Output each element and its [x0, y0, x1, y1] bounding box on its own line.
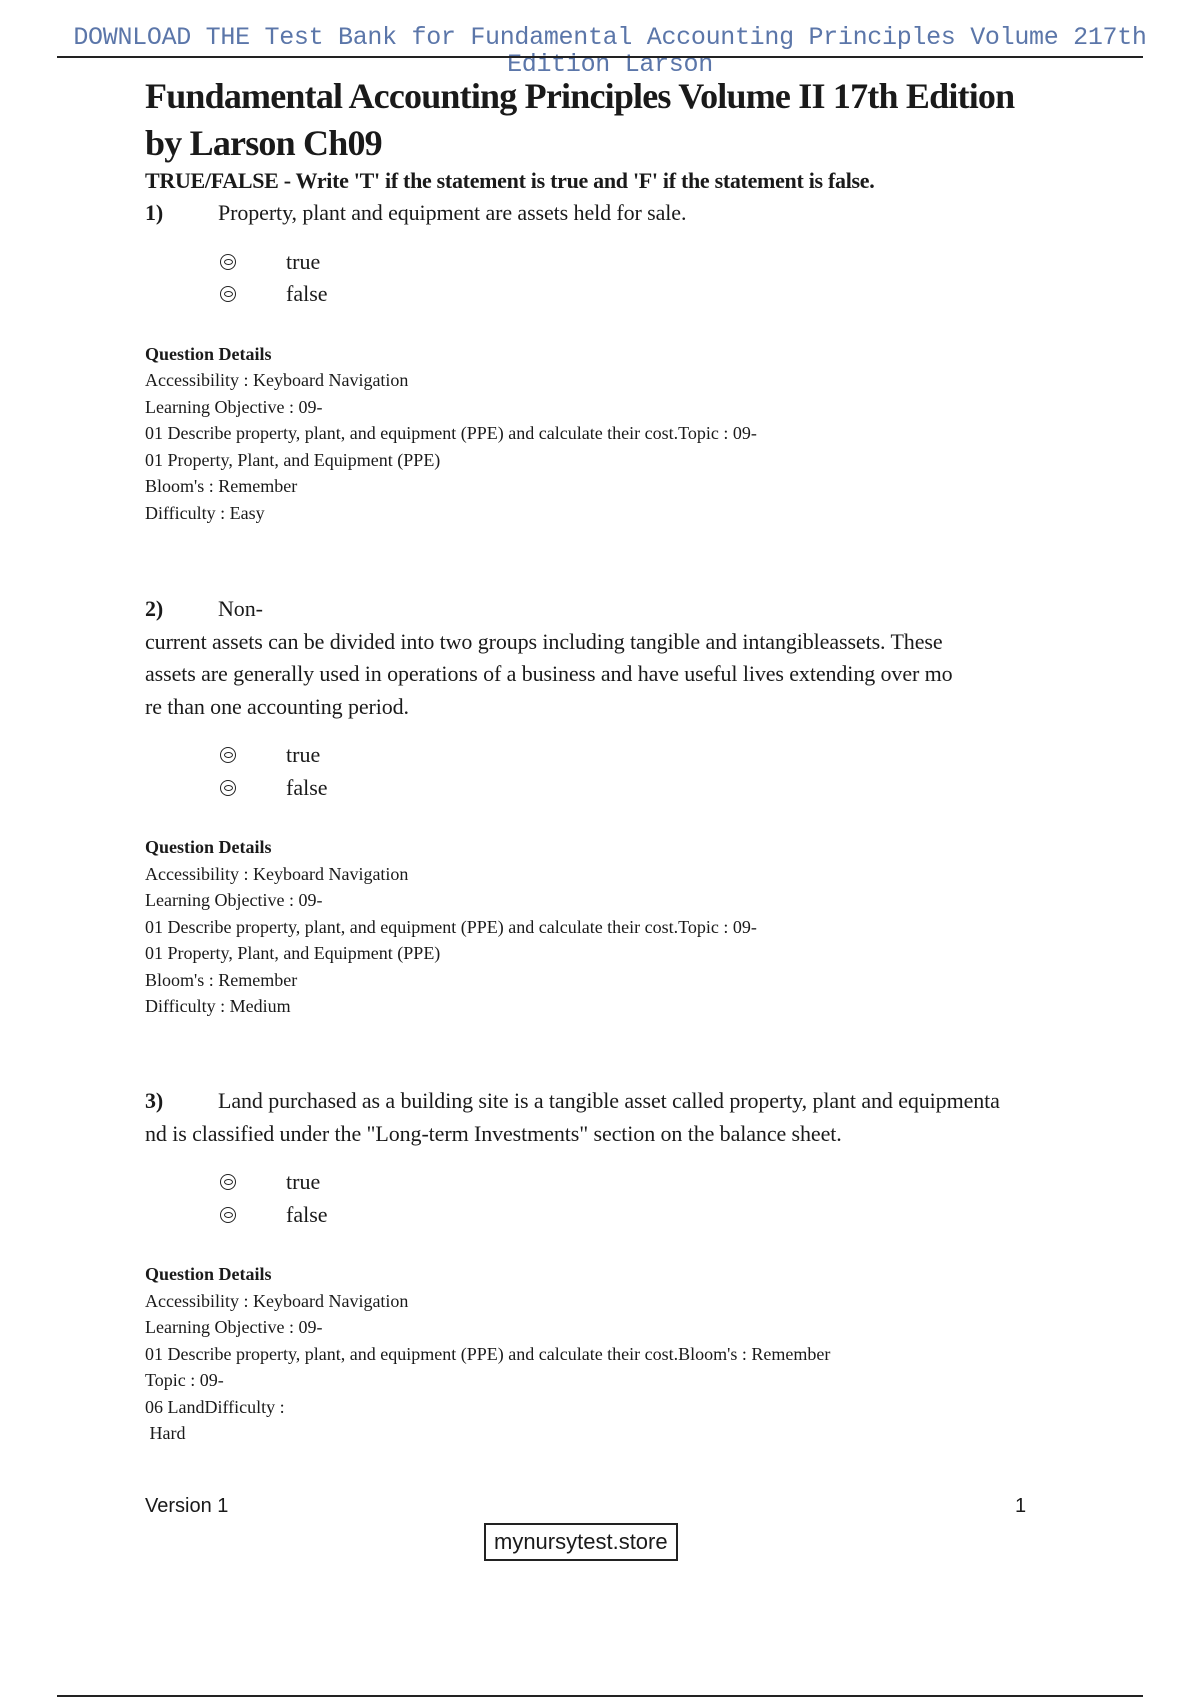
details-title: Question Details	[145, 837, 272, 857]
detail-line: Learning Objective : 09-	[145, 396, 323, 417]
question-text	[145, 593, 1085, 723]
option-false[interactable]	[220, 772, 1085, 805]
option-label: true	[286, 248, 321, 274]
option-false[interactable]	[220, 1199, 1085, 1232]
detail-line: Learning Objective : 09-	[145, 1317, 323, 1337]
option-true[interactable]	[220, 246, 1085, 279]
radio-icon[interactable]	[220, 1207, 236, 1223]
detail-line: 01 Describe property, plant, and equipment (PPE) and calculate their cost.Topic : 09-	[145, 916, 757, 937]
question-number: 2)	[145, 596, 164, 621]
title-line-2: by Larson Ch09	[145, 123, 382, 163]
site-watermark-link[interactable]: mynursytest.store	[484, 1523, 678, 1561]
download-banner[interactable]: DOWNLOAD THE Test Bank for Fundamental Accounting Principles Volume 217th Edition Larson	[73, 23, 1147, 79]
question-details	[145, 341, 1085, 527]
question-line: assets are generally used in operations of a business and have useful lives extending over mo	[145, 661, 953, 686]
radio-icon[interactable]	[220, 747, 236, 763]
radio-icon[interactable]	[220, 286, 236, 302]
detail-line: 01 Describe property, plant, and equipment (PPE) and calculate their cost.Bloom's : Remember	[145, 1343, 831, 1364]
answer-options	[220, 246, 1085, 311]
option-label: false	[286, 774, 328, 800]
option-true[interactable]	[220, 739, 1085, 772]
option-label: true	[286, 1169, 321, 1195]
detail-line: 06 LandDifficulty :	[145, 1396, 285, 1417]
question-number: 3)	[145, 1088, 164, 1113]
page-number: 1	[1015, 1495, 1027, 1517]
detail-line: 01 Property, Plant, and Equipment (PPE)	[145, 449, 441, 470]
question-3	[145, 1085, 1085, 1447]
details-title: Question Details	[145, 343, 272, 364]
detail-line: Topic : 09-	[145, 1370, 224, 1390]
document-title	[145, 73, 1105, 167]
footer-version: Version 1	[145, 1495, 229, 1517]
question-line: Land purchased as a building site is a tangible asset called property, plant and equipmenta	[218, 1088, 1000, 1113]
title-line-1: Fundamental Accounting Principles Volume II 17th Edition	[145, 76, 1015, 116]
detail-line: 01 Property, Plant, and Equipment (PPE)	[145, 943, 441, 963]
details-title: Question Details	[145, 1264, 272, 1284]
question-line: nd is classified under the "Long-term Investments" section on the balance sheet.	[145, 1120, 842, 1146]
question-line: Non-	[218, 596, 263, 621]
detail-line: Difficulty : Medium	[145, 996, 291, 1016]
detail-line: Hard	[145, 1423, 186, 1443]
detail-line: Accessibility : Keyboard Navigation	[145, 1290, 409, 1311]
radio-icon[interactable]	[220, 254, 236, 270]
detail-line: 01 Describe property, plant, and equipment (PPE) and calculate their cost.Topic : 09-	[145, 423, 757, 443]
question-line: re than one accounting period.	[145, 693, 409, 719]
detail-line: Bloom's : Remember	[145, 969, 298, 990]
radio-icon[interactable]	[220, 1174, 236, 1190]
detail-line: Difficulty : Easy	[145, 502, 265, 523]
detail-line: Learning Objective : 09-	[145, 890, 323, 910]
answer-options	[220, 739, 1085, 804]
question-number: 1)	[145, 200, 164, 225]
option-label: false	[286, 1201, 328, 1227]
detail-line: Bloom's : Remember	[145, 476, 298, 496]
option-false[interactable]	[220, 278, 1085, 311]
detail-line: Accessibility : Keyboard Navigation	[145, 863, 409, 884]
instructions: TRUE/FALSE - Write 'T' if the statement is true and 'F' if the statement is false.	[145, 168, 875, 193]
question-details	[145, 1261, 1085, 1447]
radio-icon[interactable]	[220, 780, 236, 796]
option-label: true	[286, 742, 321, 768]
question-text	[145, 197, 1085, 230]
option-true[interactable]	[220, 1166, 1085, 1199]
question-details	[145, 834, 1085, 1020]
question-text	[145, 1085, 1085, 1150]
answer-options	[220, 1166, 1085, 1231]
header-rule	[57, 56, 1143, 58]
question-line: current assets can be divided into two groups including tangible and intangibleassets. These	[145, 628, 943, 654]
question-1	[145, 197, 1085, 526]
question-line: Property, plant and equipment are assets held for sale.	[218, 200, 687, 225]
option-label: false	[286, 281, 328, 307]
footer-rule	[57, 1695, 1143, 1697]
question-2	[145, 593, 1085, 1020]
detail-line: Accessibility : Keyboard Navigation	[145, 370, 409, 390]
